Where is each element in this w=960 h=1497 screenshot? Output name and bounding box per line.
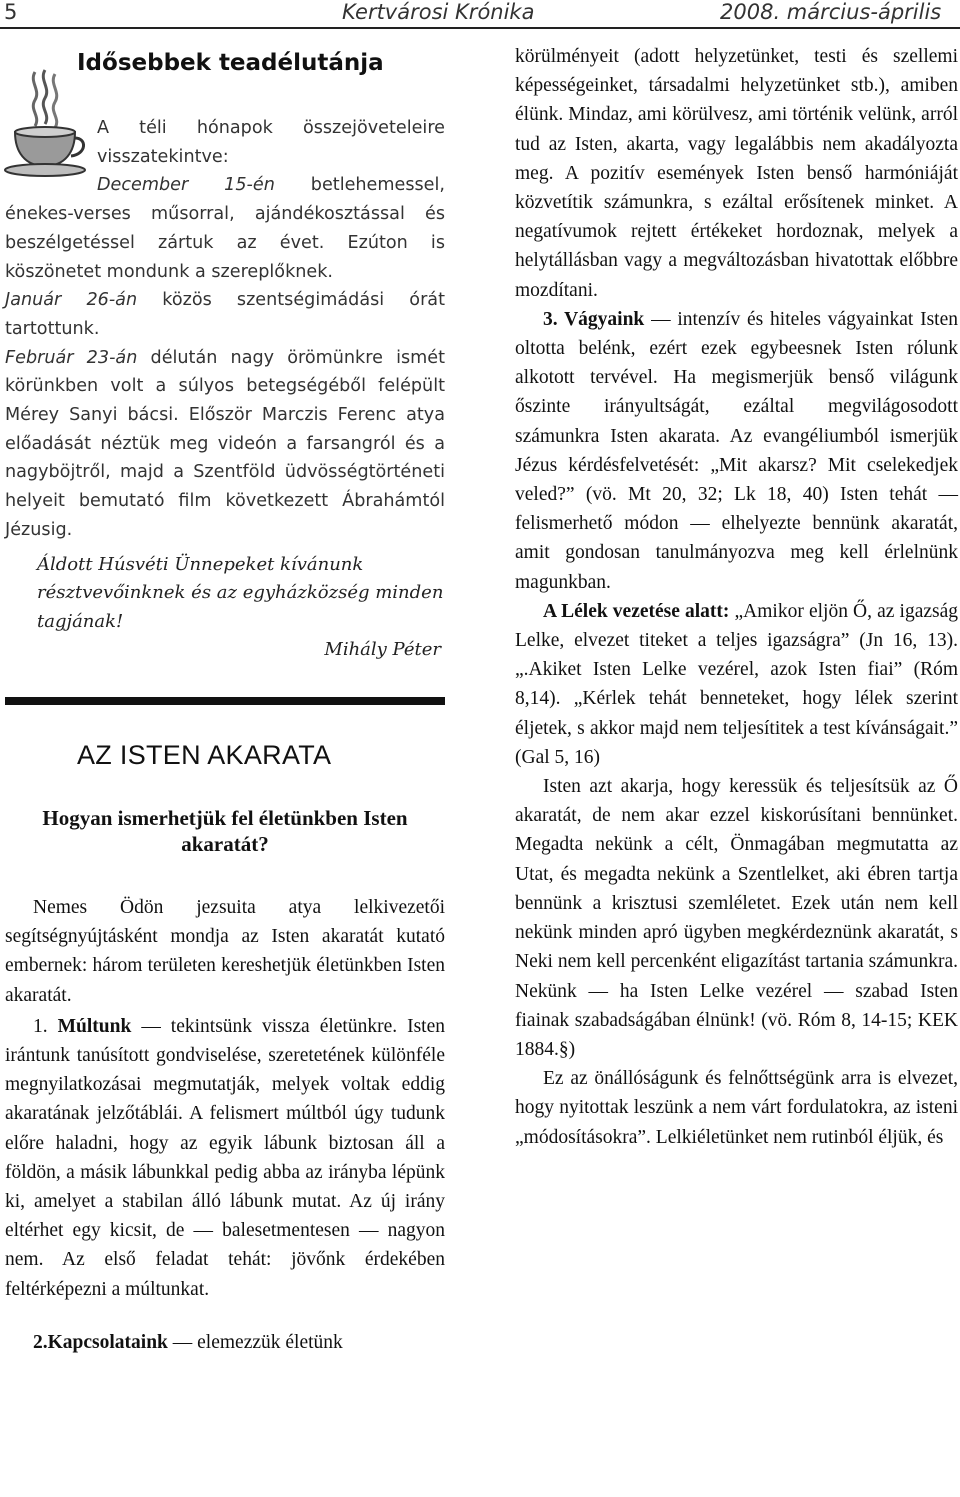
article1-february (5, 344, 445, 545)
january-date: Január 26-án (5, 290, 138, 311)
article-divider (5, 697, 445, 705)
section1-text: — tekintsünk vissza életünkre. Isten irántunk tanúsított gondviselése, szeretetének különféle megnyilatkozásai megmutatják, melyek voltak eddig akaratának jelzőtáblái. A felismert múltból úgy tudunk előre haladni, hogy az egyik lábunk biztosan áll a földön, a másik lábunkkal pedig abba az irányba lépünk ki, amelyet a stabilan álló lábunk mutat. Az új irány eltérhet egy kicsit, de — balesetmentesen — nagyon nem. Az első feladat tehát: jövőnk érdekében feltérképezni a múltunkat. (5, 1015, 446, 1300)
section3-text: — intenzív és hiteles vágyainkat Isten oltotta belénk, ezért ezek egybeesnek Isten rólunk alkotott tervével. Ha megismerjük benső világunk őszinte irányultságát, ezáltal megvilágosodott számunkra Isten akarata. Az evangéliumból ismerjük Jézus kérdésfelvetését: „Mit akarsz? Mit cselekedjek veled?” (vö. Mt 20, 32; Lk 18, 40) Isten tehát — felismerhető módon — elhelyezte bennünk akaratát, amit gondosan tanulmányozva meg kell érlelnünk magunkban. (515, 308, 958, 593)
paragraph-onallosag: Ez az önállóságunk és felnőttségünk arra is elvezet, hogy nyitottak leszünk a nem várt fordulatokra, az isteni „módosításokra”. Lelkiéletünket nem rutinból éljük, és (515, 1068, 958, 1148)
section2-text-start: — elemezzük életünk (167, 1331, 343, 1353)
article1-body (5, 114, 445, 665)
article1-december (5, 171, 445, 286)
lelek-heading: A Lélek vezetése alatt: (543, 600, 730, 622)
section2-number: 2. (33, 1331, 48, 1353)
february-date: Február 23-án (5, 347, 138, 368)
section-vagyaink (515, 305, 958, 597)
easter-wish (5, 551, 445, 665)
page-number: 5 (4, 0, 18, 24)
section-lelek (515, 597, 958, 772)
section3-heading: Vágyaink (564, 308, 645, 330)
section3-number: 3. (543, 308, 565, 330)
paragraph-isten-akarja: Isten azt akarja, hogy keressük és teljesítsük az Ő akaratát, de nem akar ezzel kiskorúsítani bennünket. Megadta nekünk a célt, Önmagában megmutatta az Utat, és megadta nekünk a Szentlelket, aki ébren tartja bennünk a krisztusi szemléletet. Ezek után nem kell nekünk minden apró ügyben megkérdeznünk akaratát, s Neki nem kell percenként eligazítást tartania számunkra. Nekünk — ha Isten Lelke vezérel — szabad Isten fiainak szabadságában élnünk! (vö. Róm 8, 14-15; KEK 1884.§) (515, 776, 958, 1060)
article1-title: Idősebbek teadélutánja (77, 50, 384, 76)
publication-title: Kertvárosi Krónika (342, 0, 535, 24)
section1-heading: Múltunk (57, 1015, 132, 1037)
article1-january (5, 286, 445, 343)
easter-wish-text: Áldott Húsvéti Ünnepeket kívánunk résztvevőinknek és az egyházközség minden tagjának! (37, 553, 444, 632)
january-text: közös szentségimádási órát tartottunk. (5, 290, 445, 339)
right-column (515, 42, 958, 1152)
article1-signature: Mihály Péter (324, 639, 441, 661)
section-kapcsolataink (5, 1328, 445, 1357)
december-text: betlehemessel, énekes-verses műsorral, ajándékosztással és beszélgetéssel zártuk az évet. Ezúton is köszönetet mondunk a szereplőknek. (5, 175, 445, 282)
lelek-text: „Amikor eljön Ő, az igazság Lelke, elvezet titeket a teljes igazságra” (Jn 16, 13). „.Akiket Isten Lelke vezérel, azok Isten fiai” (Róm 8,14). „Kérlek tehát benneteket, hogy lélek szerint éljetek, s akkor majd nem teljesítitek a test kívánságait.” (Gal 5, 16) (515, 600, 959, 768)
section2-continued: körülményeit (adott helyzetünket, testi és szellemi képességeinket, társadalmi helyzetünket stb.), amiben élünk. Mindaz, ami körülvesz, ami történik velünk, arról tud az Isten, akarta, vagy legalábbis nem akadályozta meg. A pozitív események Isten benső harmóniáját közvetítik számunkra, s ezáltal erősítenek minket. A negatívumok rejtett értékeket hordoznak, melyek a helytállásban vagy a megváltozásban hivatottak előbbre mozdítani. (515, 46, 958, 301)
section-multunk (5, 1012, 445, 1304)
teacup-steam-icon (1, 68, 89, 180)
december-date: December 15-én (97, 175, 275, 196)
article1-intro: A téli hónapok összejöveteleire visszatekintve: (97, 118, 445, 167)
article2-title: AZ ISTEN AKARATA (77, 739, 332, 770)
article2-body-left (5, 893, 445, 1357)
february-text: délután nagy örömünkre ismét körünkben volt a súlyos betegségéből felépült Mérey Sanyi bácsi. Először Marczis Ferenc atya előadását néztük meg videón a farsangról és a nagyböjtről, majd a Szentföld üdvösségtörténeti helyeit bemutató film következett Ábrahámtól Jézusig. (5, 347, 445, 540)
issue-date: 2008. március-április (720, 0, 942, 24)
section2-heading: Kapcsolataink (47, 1331, 168, 1353)
header-rule (0, 27, 960, 29)
article2-subtitle: Hogyan ismerhetjük fel életünkben Isten akaratát? (42, 805, 408, 856)
article2-intro: Nemes Ödön jezsuita atya lelkivezetői segítségnyújtásként mondja az Isten akaratát kutató embernek: három területen kereshetjük életünkben Isten akaratát. (5, 896, 445, 1006)
left-column (5, 44, 445, 1359)
section1-number: 1. (33, 1015, 58, 1037)
running-header (0, 0, 960, 30)
